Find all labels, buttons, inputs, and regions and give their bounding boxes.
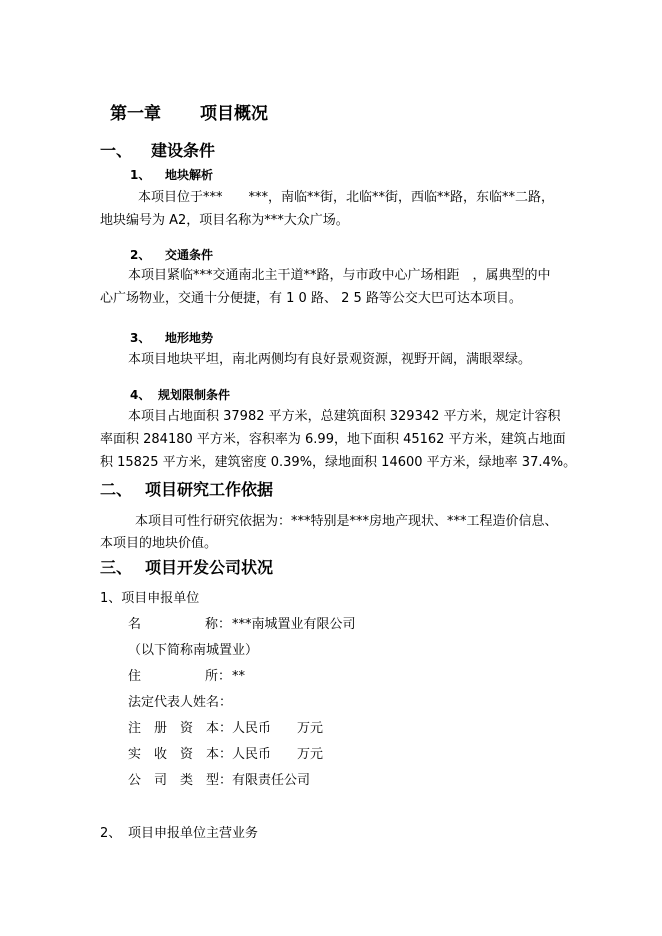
legal-representative-label: 法定代表人姓名： bbox=[128, 695, 233, 710]
address-value: ** bbox=[232, 669, 245, 684]
paid-capital-value: 人民币 万元 bbox=[232, 747, 324, 762]
subsection-3-title: 地形地势 bbox=[165, 331, 214, 345]
subsection-2-title: 交通条件 bbox=[165, 248, 214, 262]
chapter-number: 第一章 bbox=[110, 104, 161, 124]
item-2-number: 2、 bbox=[100, 826, 122, 841]
subsection-4-title: 规划限制条件 bbox=[158, 388, 231, 402]
section-3-number: 三、 bbox=[100, 558, 133, 577]
paragraph-line: 本项目可性行研究依据为：***特别是***房地产现状、***工程造价信息、 bbox=[135, 514, 558, 529]
section-2-number: 二、 bbox=[100, 480, 133, 499]
section-2-title: 项目研究工作依据 bbox=[145, 480, 274, 499]
address-label-suffix: 所： bbox=[205, 669, 232, 684]
registered-capital-label: 注 册 资 本： bbox=[128, 721, 233, 736]
section-3-title: 项目开发公司状况 bbox=[145, 558, 274, 577]
company-type-value: 有限责任公司 bbox=[232, 773, 311, 788]
company-name-label-suffix: 称： bbox=[205, 617, 232, 632]
paragraph-line: 本项目地块平坦，南北两侧均有良好景观资源，视野开阔，满眼翠绿。 bbox=[128, 352, 532, 367]
address-label: 住 bbox=[128, 669, 142, 684]
subsection-2-number: 2、 bbox=[130, 248, 151, 262]
chapter-title: 项目概况 bbox=[200, 104, 268, 124]
company-abbreviation: （以下简称南城置业） bbox=[128, 643, 259, 658]
paragraph-line: 本项目紧临***交通南北主干道**路，与市政中心广场相距 ，属典型的中 bbox=[128, 268, 551, 283]
paragraph-line: 本项目的地块价值。 bbox=[100, 536, 218, 551]
paragraph-line: 本项目位于*** ***，南临**街，北临**街，西临**路，东临**二路， bbox=[138, 190, 555, 205]
paragraph-line: 心广场物业，交通十分便捷，有 1 0 路、 2 5 路等公交大巴可达本项目。 bbox=[100, 291, 522, 306]
paragraph-line: 率面积 284180 平方米，容积率为 6.99，地下面积 45162 平方米，建筑占地面 bbox=[100, 432, 566, 447]
company-name-value: ***南城置业有限公司 bbox=[232, 617, 356, 632]
subsection-1-number: 1、 bbox=[130, 168, 151, 182]
section-1-number: 一、 bbox=[100, 141, 133, 160]
paragraph-line: 积 15825 平方米，建筑密度 0.39%，绿地面积 14600 平方米，绿地率 37.4%。 bbox=[100, 455, 577, 470]
paid-capital-label: 实 收 资 本： bbox=[128, 747, 233, 762]
subsection-4-number: 4、 bbox=[130, 388, 151, 402]
paragraph-line: 本项目占地面积 37982 平方米，总建筑面积 329342 平方米，规定计容积 bbox=[128, 409, 561, 424]
item-1-title: 1、项目申报单位 bbox=[100, 591, 200, 606]
company-name-label: 名 bbox=[128, 617, 142, 632]
section-1-title: 建设条件 bbox=[151, 141, 216, 160]
company-type-label: 公 司 类 型： bbox=[128, 773, 233, 788]
registered-capital-value: 人民币 万元 bbox=[232, 721, 324, 736]
paragraph-line: 地块编号为 A2，项目名称为***大众广场。 bbox=[100, 213, 349, 228]
subsection-1-title: 地块解析 bbox=[165, 168, 214, 182]
subsection-3-number: 3、 bbox=[130, 331, 151, 345]
item-2-title: 项目申报单位主营业务 bbox=[128, 826, 259, 841]
